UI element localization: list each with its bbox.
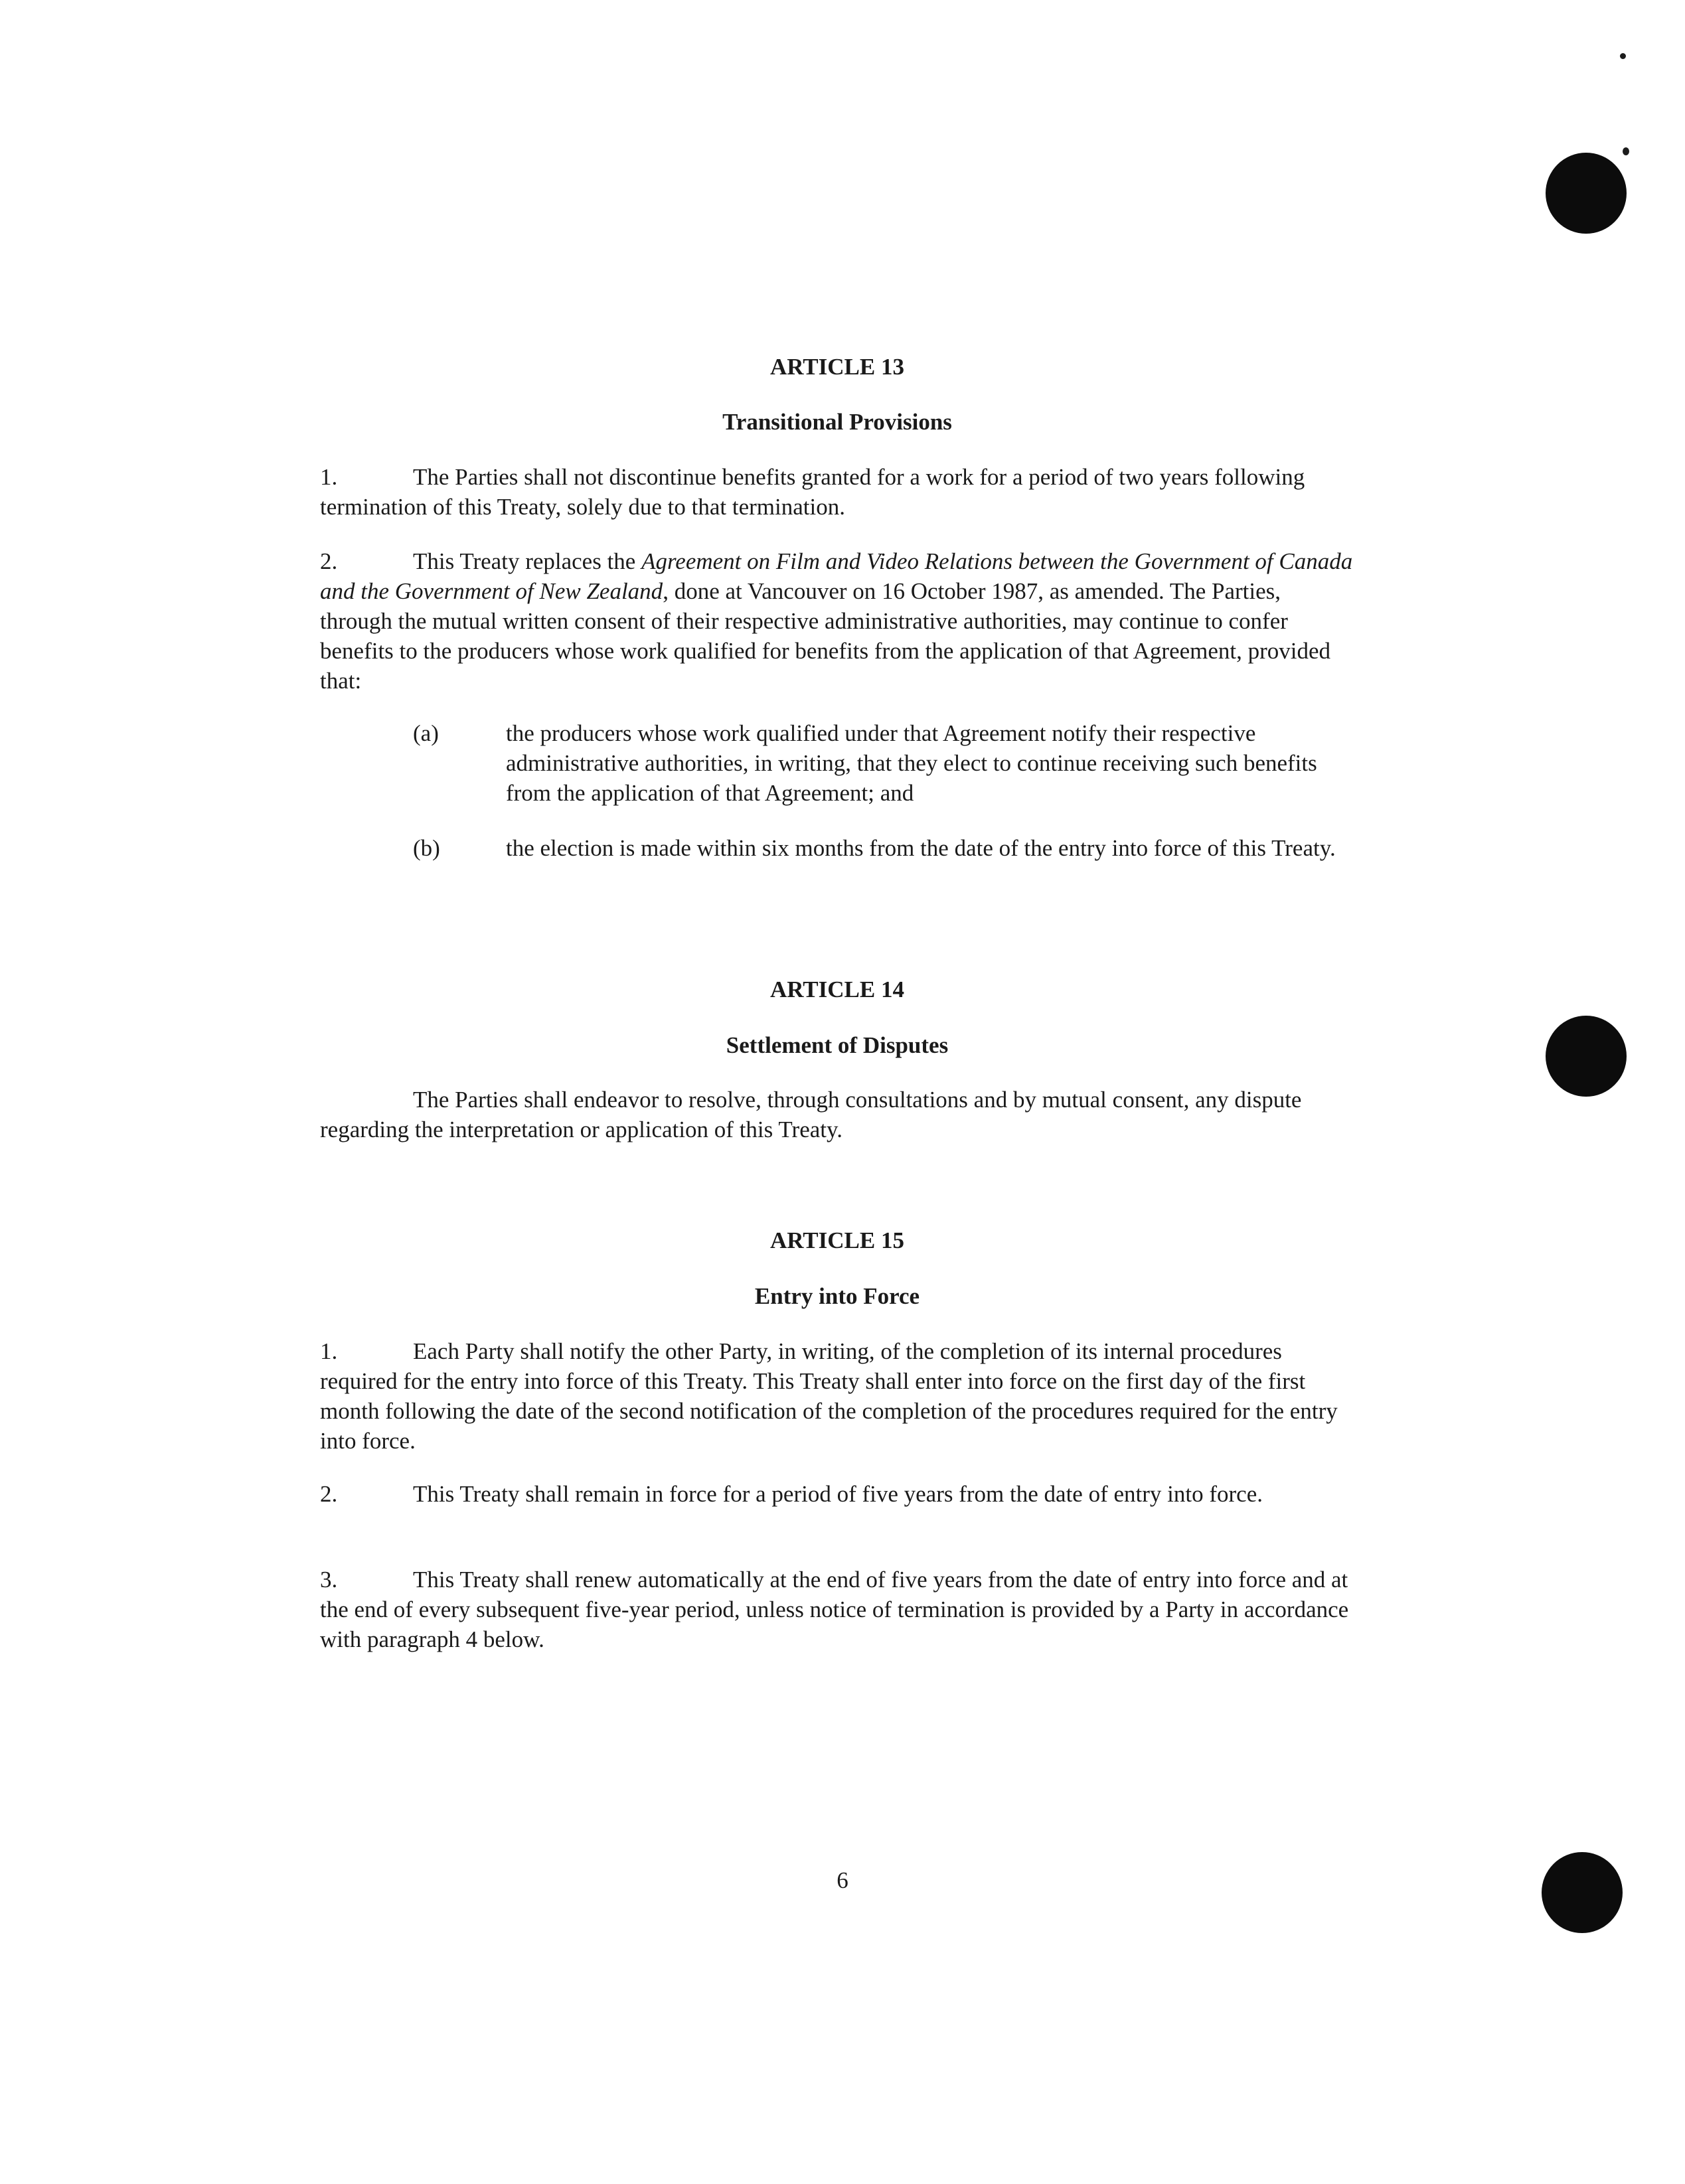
article-14-subheading: Settlement of Disputes [726, 1032, 949, 1058]
article-15-paragraph-3 [320, 1565, 1356, 1654]
article-15-paragraph-1 [320, 1336, 1356, 1456]
scan-speck [1620, 53, 1626, 59]
article-13-heading: ARTICLE 13 [769, 354, 904, 380]
item-label: (a) [413, 720, 439, 746]
article-13-paragraph-2 [320, 546, 1356, 696]
paragraph-lead: This Treaty replaces the [413, 548, 642, 574]
item-text: the election is made within six months from the date of the entry into force of this Treaty. [506, 835, 1336, 861]
paragraph-number: 1. [320, 1338, 338, 1364]
article-13-item-b [413, 833, 1356, 863]
paragraph-text: The Parties shall not discontinue benefits granted for a work for a period of two years following termination of this Treaty, solely due to that termination. [320, 464, 1305, 520]
scan-speck [1623, 147, 1629, 155]
paragraph-text: This Treaty shall remain in force for a period of five years from the date of entry into force. [413, 1481, 1263, 1507]
paragraph-text: The Parties shall endeavor to resolve, through consultations and by mutual consent, any dispute regarding the interpretation or application of this Treaty. [320, 1087, 1302, 1142]
item-label: (b) [413, 835, 440, 861]
article-13-paragraph-1 [320, 462, 1356, 522]
paragraph-number: 2. [320, 548, 338, 574]
article-15-subheading: Entry into Force [754, 1283, 920, 1309]
paragraph-text: This Treaty shall renew automatically at the end of five years from the date of entry into force and at the end of every subsequent five-year period, unless notice of termination is provided by a Party in accordance with paragraph 4 below. [320, 1567, 1349, 1652]
item-text: the producers whose work qualified under that Agreement notify their respective administrative authorities, in writing, that they elect to continue receiving such benefits from the application of that Agreement; and [506, 720, 1317, 806]
paragraph-rest: , done at Vancouver on 16 October 1987, as amended. The Parties, through the mutual written consent of their respective administrative authorities, may continue to confer benefits to the producers whose work qualified for benefits from the application of that Agreement, provided that: [320, 578, 1331, 694]
punch-hole-middle [1546, 1016, 1627, 1097]
article-15-heading: ARTICLE 15 [769, 1227, 904, 1253]
article-14-heading: ARTICLE 14 [769, 976, 904, 1002]
page-number: 6 [837, 1867, 848, 1893]
agreement-title: Agreement on Film and Video Relations between the Government of Canada and the Government of New Zealand [320, 548, 1353, 604]
paragraph-number: 1. [320, 464, 338, 490]
paragraph-text: Each Party shall notify the other Party, in writing, of the completion of its internal procedures required for the entry into force of this Treaty. This Treaty shall enter into force on the first day of the first month following the date of the second notification of the completion of the procedures required for the entry into force. [320, 1338, 1338, 1454]
article-13-item-a [413, 718, 1356, 808]
article-13-subheading: Transitional Provisions [722, 409, 952, 435]
paragraph-number: 3. [320, 1567, 338, 1593]
article-14-paragraph-1 [320, 1085, 1356, 1144]
paragraph-number: 2. [320, 1481, 338, 1507]
article-15-paragraph-2 [320, 1479, 1356, 1509]
punch-hole-bottom [1542, 1852, 1623, 1933]
punch-hole-top [1546, 153, 1627, 234]
